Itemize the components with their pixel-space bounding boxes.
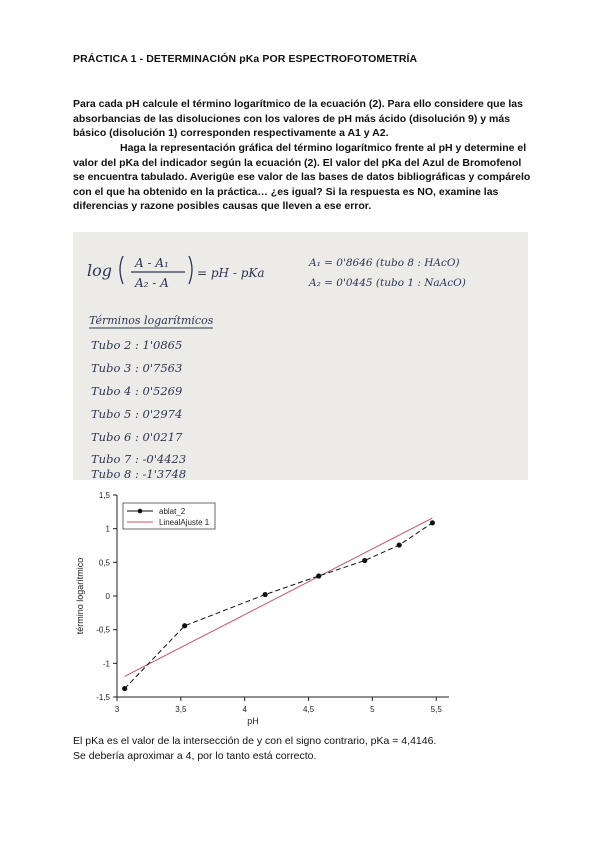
x-axis-label: pH bbox=[247, 716, 259, 726]
data-point bbox=[430, 520, 435, 525]
data-point bbox=[122, 686, 127, 691]
data-point bbox=[362, 558, 367, 563]
log-terms-heading: Términos logarítmicos bbox=[89, 314, 214, 327]
conclusion bbox=[73, 734, 553, 764]
y-tick-label: 0,5 bbox=[98, 558, 110, 568]
x-tick-label: 3 bbox=[114, 705, 120, 714]
data-point bbox=[263, 592, 268, 597]
log-term-row: Tubo 2 : 1'0865 bbox=[91, 338, 183, 352]
data-point bbox=[182, 623, 187, 628]
equation-rhs: = pH - pKa bbox=[197, 266, 265, 280]
y-tick-label: 1 bbox=[105, 524, 110, 534]
y-tick-label: 1,5 bbox=[98, 491, 110, 500]
equation-log: log bbox=[87, 261, 112, 280]
x-tick-label: 3,5 bbox=[175, 705, 187, 714]
instruction-paragraph-2-text: Haga la representación gráfica del término logarítmico frente al pH y determine el valor del pKa del indicador según la ecuación (2). El valor del pKa del Azul de Bromofenol se encuentra tabulado. Averigüe ese valor de las bases de datos bibliográficas y compárelo con el que ha obtenido en la práctica… ¿es igual? Si la respuesta es NO, examine las diferencias y razone posibles causas que lleven a ese error. bbox=[73, 142, 531, 213]
handwritten-notes-photo bbox=[73, 232, 528, 480]
log-term-row: Tubo 7 : -0'4423 bbox=[91, 452, 187, 466]
handwritten-notes bbox=[73, 232, 528, 480]
conclusion-line-2: Se debería aproximar a 4, por lo tanto está correcto. bbox=[73, 750, 317, 762]
y-axis-label: término logarítmico bbox=[75, 557, 85, 635]
x-tick-label: 4,5 bbox=[302, 705, 315, 714]
x-tick-label: 5 bbox=[370, 705, 375, 714]
y-tick-label: 0 bbox=[105, 592, 110, 601]
a1-value: A₁ = 0'8646 (tubo 8 : HAcO) bbox=[309, 257, 460, 269]
y-tick-label: -0,5 bbox=[96, 625, 110, 635]
x-tick-label: 4 bbox=[242, 705, 247, 714]
legend-series-marker bbox=[138, 509, 143, 514]
log-term-row: Tubo 4 : 0'5269 bbox=[91, 384, 183, 398]
log-term-row: Tubo 8 : -1'3748 bbox=[91, 467, 187, 480]
y-tick-label: -1 bbox=[102, 659, 110, 669]
log-term-row: Tubo 3 : 0'7563 bbox=[91, 361, 183, 375]
legend-fit-label: LinealAjuste 1 bbox=[159, 518, 210, 527]
instruction-paragraph-2 bbox=[73, 141, 533, 214]
equation-denominator: A₂ - A bbox=[135, 276, 169, 290]
fit-line bbox=[125, 518, 433, 676]
equation-numerator: A - A₁ bbox=[135, 256, 169, 270]
y-tick-label: -1,5 bbox=[96, 693, 110, 702]
chart-svg bbox=[73, 487, 453, 727]
log-term-vs-ph-chart bbox=[73, 487, 453, 727]
conclusion-line-1: El pKa es el valor de la intersección de y con el signo contrario, pKa = 4,4146. bbox=[73, 735, 437, 747]
data-point bbox=[397, 542, 402, 547]
instruction-paragraph-1: Para cada pH calcule el término logarítmico de la ecuación (2). Para ello considere que las absorbancias de las disoluciones con los valores de pH más ácido (disolución 9) y más básico (disolución 1) corresponden respectivamente a A1 y A2. bbox=[73, 98, 523, 140]
a2-value: A₂ = 0'0445 (tubo 1 : NaAcO) bbox=[309, 277, 466, 289]
data-series-line bbox=[125, 523, 433, 689]
data-point bbox=[316, 573, 321, 578]
log-term-row: Tubo 6 : 0'0217 bbox=[91, 430, 183, 444]
x-tick-label: 5,5 bbox=[430, 705, 442, 714]
log-term-row: Tubo 5 : 0'2974 bbox=[91, 407, 183, 421]
legend-series-label: ablat_2 bbox=[159, 507, 186, 516]
page-title: PRÁCTICA 1 - DETERMINACIÓN pKa POR ESPECTROFOTOMETRÍA bbox=[73, 53, 418, 65]
